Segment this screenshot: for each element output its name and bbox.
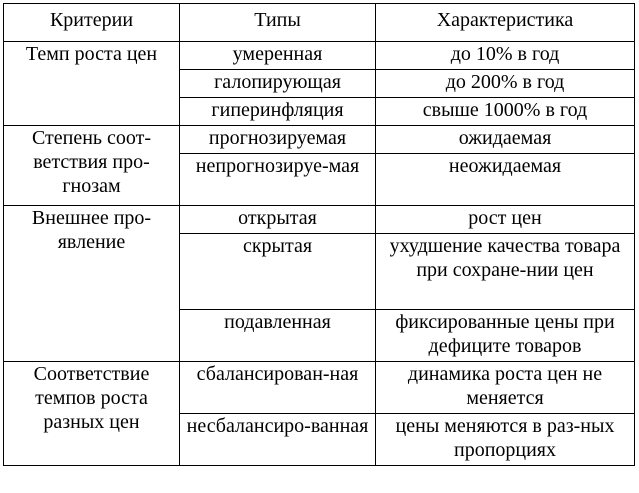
header-row — [4, 4, 635, 42]
type-cell: прогнозируемая — [180, 126, 376, 154]
type-cell: открытая — [180, 206, 376, 234]
characteristic-cell: ухудшение качества товара при сохране-нии цен — [376, 234, 635, 310]
type-cell: галопирующая — [180, 70, 376, 98]
header-types: Типы — [180, 4, 376, 42]
inflation-types-table — [3, 3, 635, 466]
type-cell: сбалансирован-ная — [180, 362, 376, 414]
characteristic-cell: цены меняются в раз-ных пропорциях — [376, 414, 635, 466]
criterion-external-manifestation: Внешнее про-явление — [4, 206, 180, 362]
characteristic-cell: до 10% в год — [376, 42, 635, 70]
characteristic-cell: неожидаемая — [376, 154, 635, 206]
table-row — [4, 42, 635, 70]
table-row — [4, 206, 635, 234]
characteristic-cell: до 200% в год — [376, 70, 635, 98]
type-cell: подавленная — [180, 310, 376, 362]
criterion-forecast-conformity: Степень соот-ветствия про-гнозам — [4, 126, 180, 206]
characteristic-cell: ожидаемая — [376, 126, 635, 154]
characteristic-cell: динамика роста цен не меняется — [376, 362, 635, 414]
table-row — [4, 362, 635, 414]
type-cell: непрогнозируе-мая — [180, 154, 376, 206]
type-cell: умеренная — [180, 42, 376, 70]
type-cell: гиперинфляция — [180, 98, 376, 126]
header-criteria: Критерии — [4, 4, 180, 42]
type-cell: несбалансиро-ванная — [180, 414, 376, 466]
characteristic-cell: фиксированные цены при дефиците товаров — [376, 310, 635, 362]
characteristic-cell: рост цен — [376, 206, 635, 234]
header-characteristic: Характеристика — [376, 4, 635, 42]
table-row — [4, 126, 635, 154]
characteristic-cell: свыше 1000% в год — [376, 98, 635, 126]
type-cell: скрытая — [180, 234, 376, 310]
criterion-price-growth-rate: Темп роста цен — [4, 42, 180, 126]
criterion-price-growth-balance: Соответствие темпов роста разных цен — [4, 362, 180, 466]
